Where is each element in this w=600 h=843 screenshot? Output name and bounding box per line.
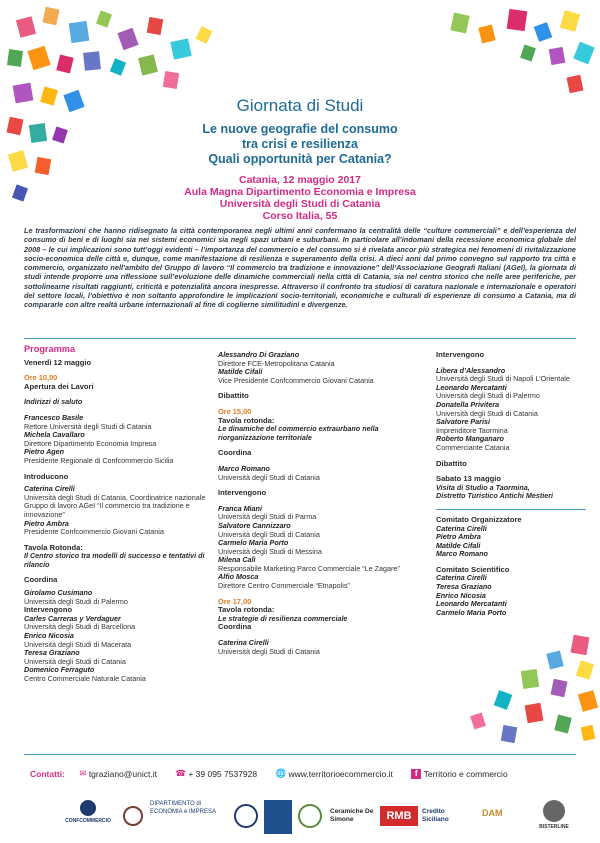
session-title: Coordina	[218, 622, 252, 632]
subtitle-line: Quali opportunità per Catania?	[208, 152, 392, 166]
program-column-3	[436, 351, 586, 617]
committee-member: Matilde Cifali	[436, 540, 481, 550]
round-table-title: Le strategie di resilienza commerciale	[218, 613, 348, 623]
speaker-name: Pietro Agen	[24, 447, 65, 457]
speaker-name: Donatella Privitera	[436, 399, 500, 409]
confcommercio-logo: CONFCOMMERCIO	[58, 800, 118, 834]
speaker-name: Alessandro Di Graziano	[218, 350, 300, 359]
decorative-bags-top-right	[432, 0, 600, 140]
subtitle-line: tra crisi e resilienza	[241, 137, 359, 151]
committee-member: Carmelo Maria Porto	[436, 607, 507, 617]
anniversary-logo	[264, 800, 292, 834]
speaker-role: Università degli Studi di Catania	[218, 646, 320, 656]
speaker-role: Commerciante Catania	[436, 442, 510, 452]
speaker-name: Francesco Basile	[24, 412, 84, 422]
session-title: Dibattito	[218, 391, 249, 401]
speaker-role: Università degli Studi di Palermo	[24, 596, 128, 606]
visit-title: Visita di Studio a Taormina,	[436, 482, 530, 492]
speaker-role: Imprenditore Taormina	[436, 425, 508, 435]
round-table-title: Le dinamiche del commercio extraurbano nella riorganizzazione territoriale	[218, 424, 379, 442]
subtitle-line: Le nuove geografie del consumo	[202, 122, 398, 136]
speaker-role: Università degli Studi di Macerata	[24, 639, 132, 649]
speaker-name: Salvatore Cannizzaro	[218, 520, 291, 530]
event-venue: Aula Magna Dipartimento Economia e Impresa	[184, 186, 416, 198]
speaker-role: Università degli Studi di Catania	[218, 529, 320, 539]
speaker-name: Marco Romano	[218, 463, 270, 473]
committee-member: Enrico Nicosia	[436, 590, 486, 600]
committee-heading: Comitato Organizzatore	[436, 514, 522, 524]
decorative-bags-bottom-right	[432, 630, 600, 752]
speaker-role: Centro Commerciale Naturale Catania	[24, 674, 146, 683]
speaker-role: Direttore Dipartimento Economia Impresa	[24, 438, 157, 448]
time-label: Ore 17,00	[218, 596, 252, 606]
speaker-name: Roberto Manganaro	[436, 434, 504, 444]
university-seal-logo	[123, 800, 143, 834]
speaker-name: Enrico Nicosia	[24, 631, 74, 641]
speaker-role: Università degli Studi di Catania	[24, 656, 126, 666]
website-link[interactable]: www.territorioecommercio.it	[288, 768, 393, 779]
session-title: Coordina	[218, 448, 252, 458]
speaker-name: Carmelo Maria Porto	[218, 538, 289, 548]
round-table-title: Il Centro storico tra modelli di successo e tentativi di rilancio	[24, 551, 205, 569]
day-label: Venerdì 12 maggio	[24, 357, 92, 367]
speaker-role: Direttore FCE-Metropolitana Catania	[218, 358, 335, 368]
program-heading: Programma	[24, 344, 76, 354]
session-title: Indirizzi di saluto	[24, 397, 83, 407]
speaker-name: Milena Calì	[218, 555, 256, 565]
contacts-bar	[30, 768, 508, 779]
phone-number[interactable]: + 39 095 7537928	[188, 768, 258, 779]
ceramiche-logo: Ceramiche De Simone	[330, 808, 374, 823]
contacts-label: Contatti:	[30, 768, 65, 779]
session-title: Intervengono	[24, 605, 73, 615]
session-title: Apertura dei Lavori	[24, 381, 94, 391]
committee-member: Pietro Ambra	[436, 532, 481, 542]
speaker-role: Università degli Studi di Barcellona	[24, 622, 136, 632]
visit-title: Distretto Turistico Antichi Mestieri	[436, 491, 554, 501]
committee-heading: Comitato Scientifico	[436, 564, 510, 574]
speaker-name: Alfio Mosca	[218, 572, 259, 582]
footer-divider	[24, 754, 576, 755]
phone-icon: ☎	[175, 768, 186, 779]
speaker-name: Teresa Graziano	[24, 648, 80, 658]
department-logo: DIPARTIMENTO di ECONOMIA e IMPRESA	[150, 801, 217, 815]
bisterline-logo: BISTERLINE	[534, 800, 574, 834]
email-icon: ✉	[79, 768, 87, 779]
speaker-name: Leonardo Mercatanti	[436, 382, 507, 392]
sponsor-logos	[8, 796, 592, 838]
session-title: Dibattito	[436, 458, 467, 468]
speaker-name: Salvatore Parisi	[436, 417, 490, 427]
facebook-icon: f	[411, 769, 421, 779]
speaker-role: Università degli Studi di Catania	[436, 408, 538, 418]
time-label: Ore 10,00	[24, 373, 58, 383]
event-university: Università degli Studi di Catania	[219, 198, 381, 210]
speaker-name: Caterina Cirelli	[218, 638, 269, 648]
speaker-name: Libera d’Alessandro	[436, 365, 506, 375]
committee-member: Caterina Cirelli	[436, 523, 487, 533]
facebook-link[interactable]: Territorio e commercio	[423, 768, 508, 779]
globe-icon: 🌐	[275, 768, 287, 779]
round-table-label: Tavola Rotonda:	[24, 542, 83, 552]
speaker-name: Franca Miani	[218, 503, 262, 513]
speaker-name: Pietro Ambra	[24, 518, 69, 528]
event-address: Corso Italia, 55	[262, 210, 338, 222]
session-title: Introducono	[24, 471, 69, 481]
intro-paragraph: Le trasformazioni che hanno ridisegnato la città contemporanea negli ultimi anni confermano la centralità delle “culture commerciali” e dell’esperienza del consumo di beni e di luoghi sia nei sistemi economici sia negli spazi urbani e suburbani. In particolare all’indomani della recessione economica globale del 2008 – le cui implicazioni sono tutt’oggi evidenti – l’importanza del commercio e del consumo si è rivelata ancor più strategica nei fenomeni di rivitalizzazione socio-economica delle città e, dunque, come manifestazione di resilienza e superamento della crisi. A dieci anni dal primo convegno sul rapporto tra città e commercio, organizzato nell’ambito del Gruppo di lavoro “Il commercio tra tradizione e innovazione” dell’Associazione Geografi Italiani (AGeI), la giornata di studi intende proporre una riflessione sull’evoluzione delle dinamiche commerciali nella città di Catania, sia nel centro storico che nelle aree periferiche, per sottolinearne risultati raggiunti, criticità e potenzialità ancora inespresse. Attraverso il confronto tra studiosi di caratura nazionale e internazionale e operatori del settore locali, l’obiettivo è non soltanto approfondire le implicazioni socio-territoriali, economiche e culturali di esperienze di consumo a Catania, ma di compararle con altre realtà urbane internazionali al fine di coglierne similitudini e divergenze.	[24, 226, 576, 310]
dam-logo: DAM	[482, 808, 503, 818]
event-date: Catania, 12 maggio 2017	[239, 174, 361, 186]
email-link[interactable]: tgraziano@unict.it	[88, 768, 157, 779]
session-title: Coordina	[24, 575, 58, 585]
speaker-role: Presidente Confcommercio Giovani Catania	[24, 527, 164, 537]
round-table-label: Tavola rotonda:	[218, 415, 275, 425]
speaker-name: Caterina Cirelli	[24, 484, 75, 494]
divider	[24, 338, 576, 339]
speaker-role: Vice Presidente Confcommercio Giovani Catania	[218, 375, 374, 385]
geography-seal-logo	[234, 800, 258, 834]
speaker-role: Università degli Studi di Catania, Coordinatrice nazionale Gruppo di lavoro AGeI “Il commercio tra tradizione e innovazione”	[24, 492, 206, 519]
speaker-name: Domenico Ferraguto	[24, 665, 95, 675]
session-title: Intervengono	[436, 350, 485, 359]
program-column-1	[24, 345, 210, 684]
speaker-role: Direttore Centro Commerciale “Etnapolis”	[218, 581, 350, 591]
time-label: Ore 15,00	[218, 406, 252, 416]
speaker-role: Responsabile Marketing Parco Commerciale “Le Zagare”	[218, 563, 400, 573]
speaker-role: Rettore Università degli Studi di Catania	[24, 421, 152, 431]
credito-siciliano-logo: Credito Siciliano	[422, 808, 449, 823]
program-column-2	[218, 351, 418, 656]
speaker-role: Università degli Studi di Catania	[218, 472, 320, 482]
event-info	[0, 174, 600, 222]
speaker-name: Michela Cavallaro	[24, 430, 85, 440]
page-title: Giornata di Studi	[236, 96, 364, 115]
session-title: Intervengono	[218, 488, 267, 498]
green-seal-logo	[298, 800, 322, 834]
day-label: Sabato 13 maggio	[436, 474, 501, 484]
round-table-label: Tavola rotonda:	[218, 605, 275, 615]
subtitle	[0, 122, 600, 167]
speaker-name: Girolamo Cusimano	[24, 588, 93, 598]
committee-member: Leonardo Mercatanti	[436, 599, 507, 609]
speaker-role: Università degli Studi di Messina	[218, 546, 322, 556]
committee-member: Caterina Cirelli	[436, 573, 487, 583]
committee-member: Marco Romano	[436, 549, 488, 559]
speaker-role: Università degli Studi di Parma	[218, 512, 317, 522]
speaker-name: Carles Carreras y Verdaguer	[24, 613, 121, 623]
committee-member: Teresa Graziano	[436, 582, 492, 592]
rmb-logo: RMB	[380, 806, 418, 826]
speaker-role: Presidente Regionale di Confcommercio Sicilia	[24, 455, 174, 465]
speaker-role: Università degli Studi di Napoli L’Orientale	[436, 374, 570, 384]
speaker-role: Università degli Studi di Palermo	[436, 391, 540, 401]
speaker-name: Matilde Cifali	[218, 367, 263, 377]
